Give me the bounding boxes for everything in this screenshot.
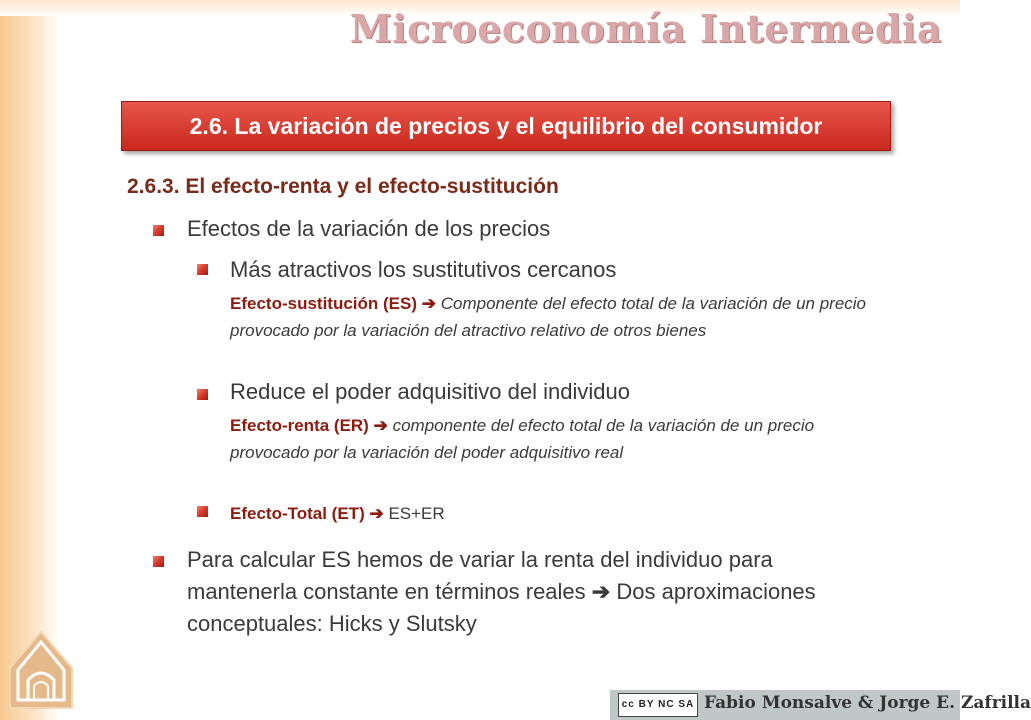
section-title: 2.6. La variación de precios y el equilibrio del consumidor (189, 113, 823, 139)
es-label: Efecto-sustitución (ES) (230, 294, 418, 313)
efecto-total-line (230, 500, 445, 527)
bullet-icon (197, 264, 208, 275)
university-logo (6, 628, 76, 712)
efecto-renta-definition (230, 412, 870, 466)
left-decorative-band (0, 0, 60, 720)
efecto-sustitucion-definition (230, 290, 900, 344)
bullet-icon (153, 556, 164, 567)
bullet-icon (197, 389, 208, 400)
creative-commons-icon: cc BY NC SA (618, 693, 698, 717)
calcular-es-text: Para calcular ES hemos de variar la renta del individuo para mantenerla constante en términos reales (187, 547, 773, 604)
section-title-bar (121, 101, 891, 151)
bullet-poder-adquisitivo: Reduce el poder adquisitivo del individuo (230, 379, 630, 404)
course-title: Microeconomía Intermedia (349, 6, 942, 51)
er-label: Efecto-renta (ER) (230, 416, 369, 435)
bullet-calcular-es (187, 544, 867, 640)
aproximaciones-text: Dos aproximaciones conceptuales: Hicks y Slutsky (187, 579, 816, 636)
arrow-right-icon: ➔ (373, 416, 388, 435)
arrow-right-icon: ➔ (421, 294, 436, 313)
et-label: Efecto-Total (ET) (230, 504, 365, 523)
subsection-title: 2.6.3. El efecto-renta y el efecto-sustitución (127, 175, 559, 198)
bullet-icon (153, 225, 164, 236)
bullet-icon (197, 506, 208, 517)
es-text: Componente del efecto total de la variación de un precio provocado por la variación del atractivo relativo de otros bienes (230, 294, 867, 340)
er-text: componente del efecto total de la variación de un precio provocado por la variación del poder adquisitivo real (230, 416, 815, 462)
authors: Fabio Monsalve & Jorge E. Zafrilla (704, 693, 1031, 713)
et-text: ES+ER (388, 504, 445, 523)
bullet-sustitutivos: Más atractivos los sustitutivos cercanos (230, 257, 617, 282)
arrow-right-icon: ➔ (369, 504, 384, 523)
bullet-efectos: Efectos de la variación de los precios (187, 216, 551, 241)
arrow-right-icon: ➔ (591, 579, 611, 604)
